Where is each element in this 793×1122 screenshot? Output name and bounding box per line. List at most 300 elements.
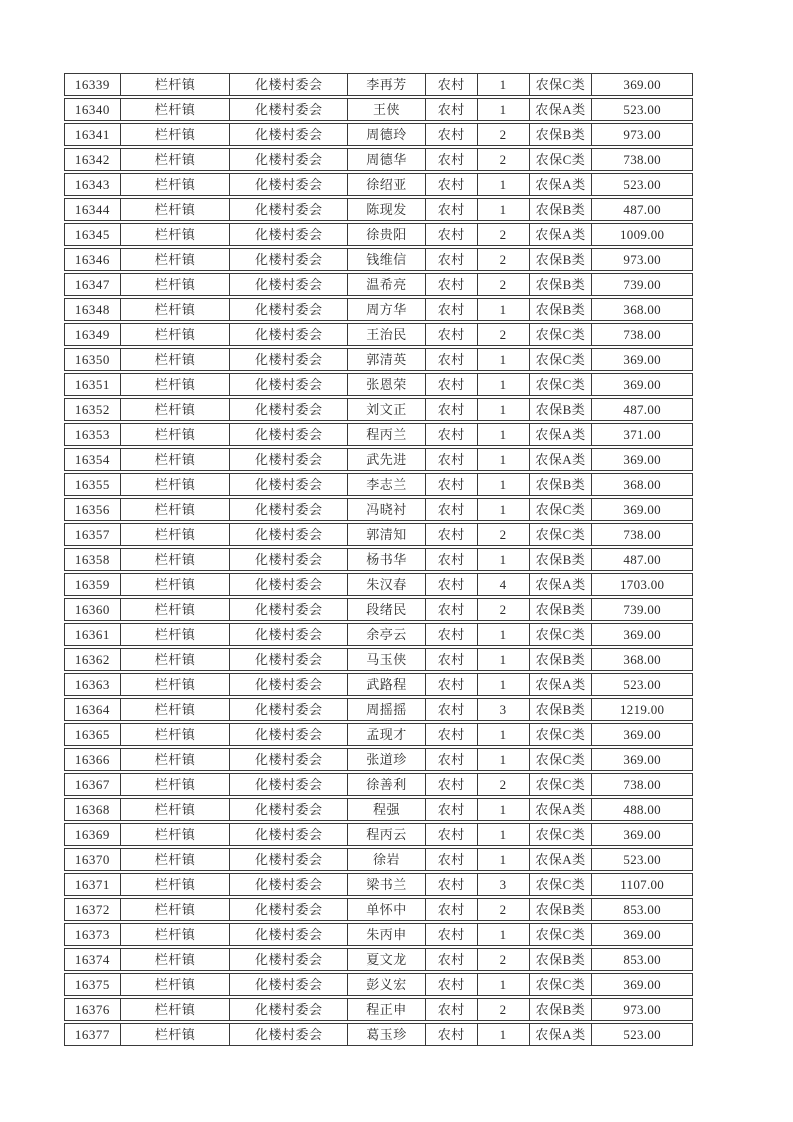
cell-amount: 369.00: [623, 627, 661, 642]
cell-residence: 农村: [426, 749, 478, 770]
cell-amount: 487.00: [623, 402, 661, 417]
table-row: [64, 473, 693, 496]
cell-amount: 369.00: [623, 927, 661, 942]
cell-amount: 738.00: [623, 527, 661, 542]
cell-village: 化楼村委会: [230, 799, 348, 820]
cell-town: 栏杆镇: [121, 524, 231, 545]
cell-record-id: 16361: [65, 624, 121, 645]
table-row: [64, 298, 693, 321]
cell-record-id: 16372: [65, 899, 121, 920]
cell-count: 2: [478, 224, 530, 245]
table-row: [64, 798, 693, 821]
cell-record-id: 16362: [65, 649, 121, 670]
cell-town: 栏杆镇: [121, 574, 231, 595]
cell-person-name: 郭清英: [348, 349, 426, 370]
cell-count: 1: [478, 374, 530, 395]
cell-record-id: 16355: [65, 474, 121, 495]
cell-town: 栏杆镇: [121, 274, 231, 295]
cell-person-name: 朱汉春: [348, 574, 426, 595]
cell-town: 栏杆镇: [121, 74, 231, 95]
cell-count: 1: [478, 449, 530, 470]
cell-village: 化楼村委会: [230, 699, 348, 720]
cell-residence: 农村: [426, 699, 478, 720]
cell-village: 化楼村委会: [230, 624, 348, 645]
table-row: [64, 698, 693, 721]
cell-person-name: 程丙兰: [348, 424, 426, 445]
cell-person-name: 余亭云: [348, 624, 426, 645]
cell-person-name: 张道珍: [348, 749, 426, 770]
cell-village: 化楼村委会: [230, 174, 348, 195]
cell-village: 化楼村委会: [230, 249, 348, 270]
cell-record-id: 16367: [65, 774, 121, 795]
cell-amount: 738.00: [623, 777, 661, 792]
cell-person-name: 孟现才: [348, 724, 426, 745]
cell-record-id: 16340: [65, 99, 121, 120]
table-row: [64, 998, 693, 1021]
cell-residence: 农村: [426, 249, 478, 270]
cell-person-name: 周德华: [348, 149, 426, 170]
cell-person-name: 李再芳: [348, 74, 426, 95]
cell-residence: 农村: [426, 799, 478, 820]
cell-residence: 农村: [426, 174, 478, 195]
cell-person-name: 徐绍亚: [348, 174, 426, 195]
cell-person-name: 武路程: [348, 674, 426, 695]
cell-village: 化楼村委会: [230, 574, 348, 595]
cell-amount: 973.00: [623, 252, 661, 267]
cell-record-id: 16354: [65, 449, 121, 470]
cell-category: 农保C类: [530, 974, 593, 995]
cell-person-name: 段绪民: [348, 599, 426, 620]
cell-category: 农保A类: [530, 1024, 593, 1045]
cell-record-id: 16341: [65, 124, 121, 145]
cell-amount: 488.00: [623, 802, 661, 817]
cell-village: 化楼村委会: [230, 999, 348, 1020]
cell-village: 化楼村委会: [230, 199, 348, 220]
cell-amount: 368.00: [623, 302, 661, 317]
cell-count: 2: [478, 524, 530, 545]
cell-record-id: 16368: [65, 799, 121, 820]
cell-residence: 农村: [426, 274, 478, 295]
cell-count: 1: [478, 849, 530, 870]
cell-person-name: 葛玉珍: [348, 1024, 426, 1045]
cell-village: 化楼村委会: [230, 449, 348, 470]
cell-residence: 农村: [426, 449, 478, 470]
cell-town: 栏杆镇: [121, 924, 231, 945]
cell-town: 栏杆镇: [121, 424, 231, 445]
cell-record-id: 16352: [65, 399, 121, 420]
cell-amount: 973.00: [623, 127, 661, 142]
cell-category: 农保B类: [530, 949, 593, 970]
cell-village: 化楼村委会: [230, 724, 348, 745]
cell-record-id: 16351: [65, 374, 121, 395]
cell-residence: 农村: [426, 599, 478, 620]
cell-amount: 853.00: [623, 952, 661, 967]
table-row: [64, 898, 693, 921]
cell-record-id: 16363: [65, 674, 121, 695]
table-row: [64, 398, 693, 421]
table-row: [64, 598, 693, 621]
cell-person-name: 夏文龙: [348, 949, 426, 970]
cell-person-name: 王治民: [348, 324, 426, 345]
cell-village: 化楼村委会: [230, 74, 348, 95]
cell-category: 农保C类: [530, 724, 593, 745]
cell-person-name: 李志兰: [348, 474, 426, 495]
cell-residence: 农村: [426, 499, 478, 520]
table-row: [64, 498, 693, 521]
cell-count: 1: [478, 299, 530, 320]
cell-category: 农保B类: [530, 399, 593, 420]
cell-count: 1: [478, 199, 530, 220]
table-row: [64, 773, 693, 796]
cell-town: 栏杆镇: [121, 299, 231, 320]
table-row: [64, 573, 693, 596]
cell-category: 农保B类: [530, 699, 593, 720]
table-row: [64, 323, 693, 346]
cell-record-id: 16358: [65, 549, 121, 570]
cell-town: 栏杆镇: [121, 349, 231, 370]
cell-village: 化楼村委会: [230, 399, 348, 420]
cell-record-id: 16356: [65, 499, 121, 520]
table-row: [64, 98, 693, 121]
cell-count: 1: [478, 749, 530, 770]
cell-category: 农保A类: [530, 674, 593, 695]
cell-town: 栏杆镇: [121, 674, 231, 695]
cell-residence: 农村: [426, 549, 478, 570]
cell-residence: 农村: [426, 774, 478, 795]
cell-residence: 农村: [426, 224, 478, 245]
cell-record-id: 16348: [65, 299, 121, 320]
cell-record-id: 16344: [65, 199, 121, 220]
cell-town: 栏杆镇: [121, 724, 231, 745]
table-row: [64, 73, 693, 96]
cell-count: 1: [478, 549, 530, 570]
cell-town: 栏杆镇: [121, 449, 231, 470]
cell-count: 2: [478, 899, 530, 920]
cell-town: 栏杆镇: [121, 749, 231, 770]
cell-town: 栏杆镇: [121, 374, 231, 395]
cell-count: 1: [478, 1024, 530, 1045]
cell-town: 栏杆镇: [121, 849, 231, 870]
cell-residence: 农村: [426, 349, 478, 370]
cell-record-id: 16350: [65, 349, 121, 370]
cell-category: 农保B类: [530, 249, 593, 270]
cell-residence: 农村: [426, 924, 478, 945]
cell-residence: 农村: [426, 724, 478, 745]
cell-person-name: 温希亮: [348, 274, 426, 295]
cell-amount: 369.00: [623, 452, 661, 467]
cell-town: 栏杆镇: [121, 599, 231, 620]
table-row: [64, 848, 693, 871]
table-row: [64, 148, 693, 171]
cell-town: 栏杆镇: [121, 999, 231, 1020]
cell-person-name: 程丙云: [348, 824, 426, 845]
cell-count: 2: [478, 999, 530, 1020]
cell-record-id: 16369: [65, 824, 121, 845]
cell-residence: 农村: [426, 949, 478, 970]
cell-amount: 739.00: [623, 277, 661, 292]
cell-count: 1: [478, 424, 530, 445]
cell-category: 农保B类: [530, 649, 593, 670]
table-row: [64, 423, 693, 446]
cell-category: 农保C类: [530, 324, 593, 345]
cell-amount: 973.00: [623, 1002, 661, 1017]
cell-category: 农保C类: [530, 524, 593, 545]
cell-record-id: 16339: [65, 74, 121, 95]
cell-record-id: 16373: [65, 924, 121, 945]
cell-amount: 369.00: [623, 352, 661, 367]
cell-person-name: 周方华: [348, 299, 426, 320]
cell-amount: 523.00: [623, 177, 661, 192]
cell-category: 农保C类: [530, 149, 593, 170]
cell-residence: 农村: [426, 574, 478, 595]
table-row: [64, 623, 693, 646]
cell-village: 化楼村委会: [230, 974, 348, 995]
cell-residence: 农村: [426, 974, 478, 995]
cell-amount: 371.00: [623, 427, 661, 442]
cell-town: 栏杆镇: [121, 699, 231, 720]
cell-town: 栏杆镇: [121, 324, 231, 345]
table-row: [64, 873, 693, 896]
cell-category: 农保A类: [530, 224, 593, 245]
cell-residence: 农村: [426, 199, 478, 220]
cell-category: 农保B类: [530, 474, 593, 495]
cell-village: 化楼村委会: [230, 474, 348, 495]
cell-amount: 369.00: [623, 727, 661, 742]
cell-village: 化楼村委会: [230, 849, 348, 870]
table-row: [64, 548, 693, 571]
cell-residence: 农村: [426, 474, 478, 495]
cell-category: 农保C类: [530, 374, 593, 395]
table-row: [64, 1023, 693, 1046]
cell-count: 1: [478, 974, 530, 995]
cell-count: 3: [478, 699, 530, 720]
cell-count: 2: [478, 149, 530, 170]
cell-town: 栏杆镇: [121, 774, 231, 795]
cell-count: 1: [478, 399, 530, 420]
cell-record-id: 16353: [65, 424, 121, 445]
cell-record-id: 16347: [65, 274, 121, 295]
cell-village: 化楼村委会: [230, 224, 348, 245]
cell-count: 1: [478, 649, 530, 670]
cell-village: 化楼村委会: [230, 899, 348, 920]
cell-amount: 369.00: [623, 502, 661, 517]
cell-residence: 农村: [426, 874, 478, 895]
cell-village: 化楼村委会: [230, 1024, 348, 1045]
cell-village: 化楼村委会: [230, 874, 348, 895]
cell-residence: 农村: [426, 124, 478, 145]
cell-amount: 369.00: [623, 377, 661, 392]
cell-record-id: 16370: [65, 849, 121, 870]
cell-amount: 369.00: [623, 827, 661, 842]
cell-record-id: 16349: [65, 324, 121, 345]
cell-residence: 农村: [426, 899, 478, 920]
cell-town: 栏杆镇: [121, 199, 231, 220]
cell-count: 1: [478, 474, 530, 495]
cell-amount: 738.00: [623, 152, 661, 167]
records-table: [64, 73, 693, 1048]
cell-amount: 369.00: [623, 752, 661, 767]
cell-village: 化楼村委会: [230, 599, 348, 620]
cell-town: 栏杆镇: [121, 124, 231, 145]
cell-town: 栏杆镇: [121, 649, 231, 670]
cell-person-name: 马玉侠: [348, 649, 426, 670]
cell-count: 1: [478, 824, 530, 845]
cell-village: 化楼村委会: [230, 424, 348, 445]
cell-village: 化楼村委会: [230, 749, 348, 770]
cell-count: 2: [478, 249, 530, 270]
cell-count: 4: [478, 574, 530, 595]
cell-town: 栏杆镇: [121, 949, 231, 970]
cell-residence: 农村: [426, 849, 478, 870]
cell-village: 化楼村委会: [230, 924, 348, 945]
cell-person-name: 徐贵阳: [348, 224, 426, 245]
cell-residence: 农村: [426, 624, 478, 645]
cell-village: 化楼村委会: [230, 149, 348, 170]
cell-category: 农保C类: [530, 74, 593, 95]
cell-category: 农保A类: [530, 424, 593, 445]
cell-town: 栏杆镇: [121, 174, 231, 195]
cell-count: 2: [478, 274, 530, 295]
cell-person-name: 周德玲: [348, 124, 426, 145]
cell-category: 农保B类: [530, 899, 593, 920]
cell-town: 栏杆镇: [121, 874, 231, 895]
cell-count: 3: [478, 874, 530, 895]
cell-residence: 农村: [426, 99, 478, 120]
cell-person-name: 梁书兰: [348, 874, 426, 895]
cell-residence: 农村: [426, 999, 478, 1020]
cell-category: 农保A类: [530, 849, 593, 870]
cell-amount: 1107.00: [620, 877, 665, 892]
cell-village: 化楼村委会: [230, 524, 348, 545]
cell-residence: 农村: [426, 74, 478, 95]
cell-amount: 487.00: [623, 202, 661, 217]
cell-residence: 农村: [426, 674, 478, 695]
cell-town: 栏杆镇: [121, 149, 231, 170]
cell-category: 农保B类: [530, 124, 593, 145]
cell-record-id: 16377: [65, 1024, 121, 1045]
cell-count: 2: [478, 949, 530, 970]
cell-category: 农保C类: [530, 774, 593, 795]
table-row: [64, 948, 693, 971]
cell-count: 1: [478, 799, 530, 820]
cell-category: 农保A类: [530, 574, 593, 595]
table-row: [64, 223, 693, 246]
cell-town: 栏杆镇: [121, 624, 231, 645]
cell-amount: 1219.00: [620, 702, 665, 717]
cell-category: 农保B类: [530, 299, 593, 320]
cell-count: 1: [478, 99, 530, 120]
cell-town: 栏杆镇: [121, 974, 231, 995]
table-row: [64, 173, 693, 196]
table-row: [64, 348, 693, 371]
cell-town: 栏杆镇: [121, 549, 231, 570]
cell-village: 化楼村委会: [230, 324, 348, 345]
cell-person-name: 张恩荣: [348, 374, 426, 395]
cell-category: 农保A类: [530, 174, 593, 195]
cell-town: 栏杆镇: [121, 399, 231, 420]
cell-category: 农保A类: [530, 449, 593, 470]
cell-person-name: 武先进: [348, 449, 426, 470]
cell-amount: 523.00: [623, 102, 661, 117]
cell-record-id: 16366: [65, 749, 121, 770]
cell-town: 栏杆镇: [121, 224, 231, 245]
cell-person-name: 王侠: [348, 99, 426, 120]
cell-count: 1: [478, 724, 530, 745]
cell-person-name: 程强: [348, 799, 426, 820]
cell-amount: 523.00: [623, 852, 661, 867]
cell-residence: 农村: [426, 424, 478, 445]
cell-category: 农保C类: [530, 499, 593, 520]
cell-record-id: 16357: [65, 524, 121, 545]
cell-person-name: 刘文正: [348, 399, 426, 420]
cell-village: 化楼村委会: [230, 349, 348, 370]
cell-amount: 523.00: [623, 677, 661, 692]
table-row: [64, 448, 693, 471]
cell-residence: 农村: [426, 324, 478, 345]
cell-record-id: 16342: [65, 149, 121, 170]
cell-count: 1: [478, 174, 530, 195]
cell-amount: 368.00: [623, 652, 661, 667]
cell-person-name: 冯晓衬: [348, 499, 426, 520]
cell-record-id: 16365: [65, 724, 121, 745]
cell-category: 农保C类: [530, 349, 593, 370]
cell-amount: 738.00: [623, 327, 661, 342]
cell-town: 栏杆镇: [121, 1024, 231, 1045]
cell-residence: 农村: [426, 1024, 478, 1045]
cell-category: 农保B类: [530, 549, 593, 570]
cell-village: 化楼村委会: [230, 499, 348, 520]
cell-town: 栏杆镇: [121, 899, 231, 920]
cell-record-id: 16360: [65, 599, 121, 620]
cell-record-id: 16375: [65, 974, 121, 995]
cell-amount: 369.00: [623, 77, 661, 92]
cell-person-name: 郭清知: [348, 524, 426, 545]
cell-residence: 农村: [426, 824, 478, 845]
cell-village: 化楼村委会: [230, 949, 348, 970]
cell-record-id: 16345: [65, 224, 121, 245]
cell-village: 化楼村委会: [230, 774, 348, 795]
table-row: [64, 823, 693, 846]
table-row: [64, 523, 693, 546]
cell-residence: 农村: [426, 524, 478, 545]
cell-town: 栏杆镇: [121, 499, 231, 520]
table-row: [64, 373, 693, 396]
cell-amount: 853.00: [623, 902, 661, 917]
table-row: [64, 723, 693, 746]
cell-count: 2: [478, 774, 530, 795]
cell-residence: 农村: [426, 149, 478, 170]
cell-count: 1: [478, 499, 530, 520]
cell-count: 1: [478, 74, 530, 95]
cell-count: 1: [478, 349, 530, 370]
cell-amount: 487.00: [623, 552, 661, 567]
cell-town: 栏杆镇: [121, 799, 231, 820]
table-row: [64, 973, 693, 996]
cell-amount: 368.00: [623, 477, 661, 492]
cell-count: 2: [478, 124, 530, 145]
cell-count: 2: [478, 324, 530, 345]
cell-category: 农保C类: [530, 749, 593, 770]
cell-person-name: 钱维信: [348, 249, 426, 270]
cell-person-name: 彭义宏: [348, 974, 426, 995]
cell-residence: 农村: [426, 399, 478, 420]
cell-category: 农保C类: [530, 874, 593, 895]
cell-person-name: 单怀中: [348, 899, 426, 920]
cell-village: 化楼村委会: [230, 674, 348, 695]
cell-person-name: 周摇摇: [348, 699, 426, 720]
table-row: [64, 198, 693, 221]
cell-category: 农保B类: [530, 274, 593, 295]
